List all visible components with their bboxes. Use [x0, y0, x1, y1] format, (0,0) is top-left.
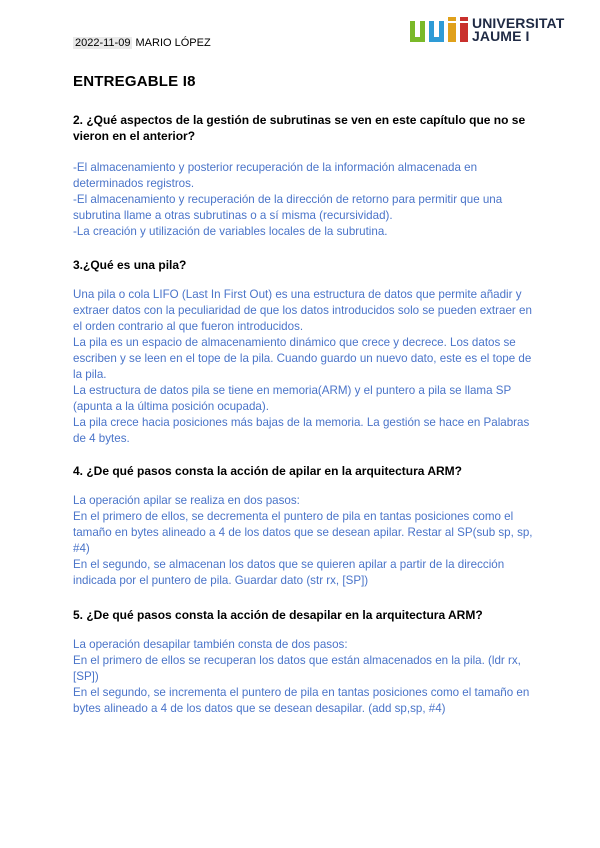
answer-2: -El almacenamiento y posterior recuperación de la información almacenada en determinados registros. -El almacenamiento y recuperación de la dirección de retorno para permitir que una subrutina llame a otras subrutinas o a sí misma (recursividad). -La creación y utilización de variables locales de la subrutina.	[73, 161, 503, 238]
author-name: MARIO LÓPEZ	[135, 37, 211, 49]
answer-3: Una pila o cola LIFO (Last In First Out) es una estructura de datos que permite añadir y extraer datos con la peculiaridad de que los datos introducidos solo se pueden extraer en el orden contrario al que fueron introducidos. La pila es un espacio de almacenamiento dinámico que crece y decrece. Los datos se escriben y se leen en el tope de la pila. Cuando guardo un nuevo dato, este es el tope de la pila. La estructura de datos pila se tiene en memoria(ARM) y el puntero a pila se llama SP (apunta a la última posición ocupada). La pila crece hacia posiciones más bajas de la memoria. La gestión se hace en Palabras de 4 bytes.	[73, 288, 532, 445]
logo-line-1: UNIVERSITAT	[472, 15, 565, 31]
university-logo	[410, 17, 570, 47]
question-3: 3.¿Qué es una pila?	[73, 258, 187, 272]
section-q4	[73, 463, 533, 589]
question-2: 2. ¿Qué aspectos de la gestión de subrutinas se ven en este capítulo que no se vieron en el anterior?	[73, 113, 526, 143]
uji-logo-icon	[410, 17, 470, 47]
question-5: 5. ¿De qué pasos consta la acción de desapilar en la arquitectura ARM?	[73, 608, 483, 622]
question-4: 4. ¿De qué pasos consta la acción de apilar en la arquitectura ARM?	[73, 464, 462, 478]
document-header	[73, 36, 211, 50]
section-q5	[73, 607, 533, 717]
answer-5: La operación desapilar también consta de dos pasos: En el primero de ellos se recuperan los datos que están almacenados en la pila. (ldr rx, [SP]) En el segundo, se incrementa el puntero de pila en tantas posiciones como el tamaño en bytes alineado a 4 de los datos que se desean desapilar. (add sp,sp, #4)	[73, 638, 530, 715]
page-title: ENTREGABLE I8	[73, 73, 196, 90]
logo-line-2: JAUME I	[472, 28, 530, 44]
answer-4: La operación apilar se realiza en dos pasos: En el primero de ellos, se decrementa el puntero de pila en tantas posiciones como el tamaño en bytes alineado a 4 de los datos que se desean apilar. Restar al SP(sub sp, sp, #4) En el segundo, se almacenan los datos que se quieren apilar a partir de la dirección indicada por el puntero de pila. Guardar dato (str rx, [SP])	[73, 494, 533, 587]
section-q3	[73, 257, 533, 447]
section-q2	[73, 112, 533, 240]
logo-text	[472, 17, 564, 43]
document-date: 2022-11-09	[75, 37, 131, 49]
